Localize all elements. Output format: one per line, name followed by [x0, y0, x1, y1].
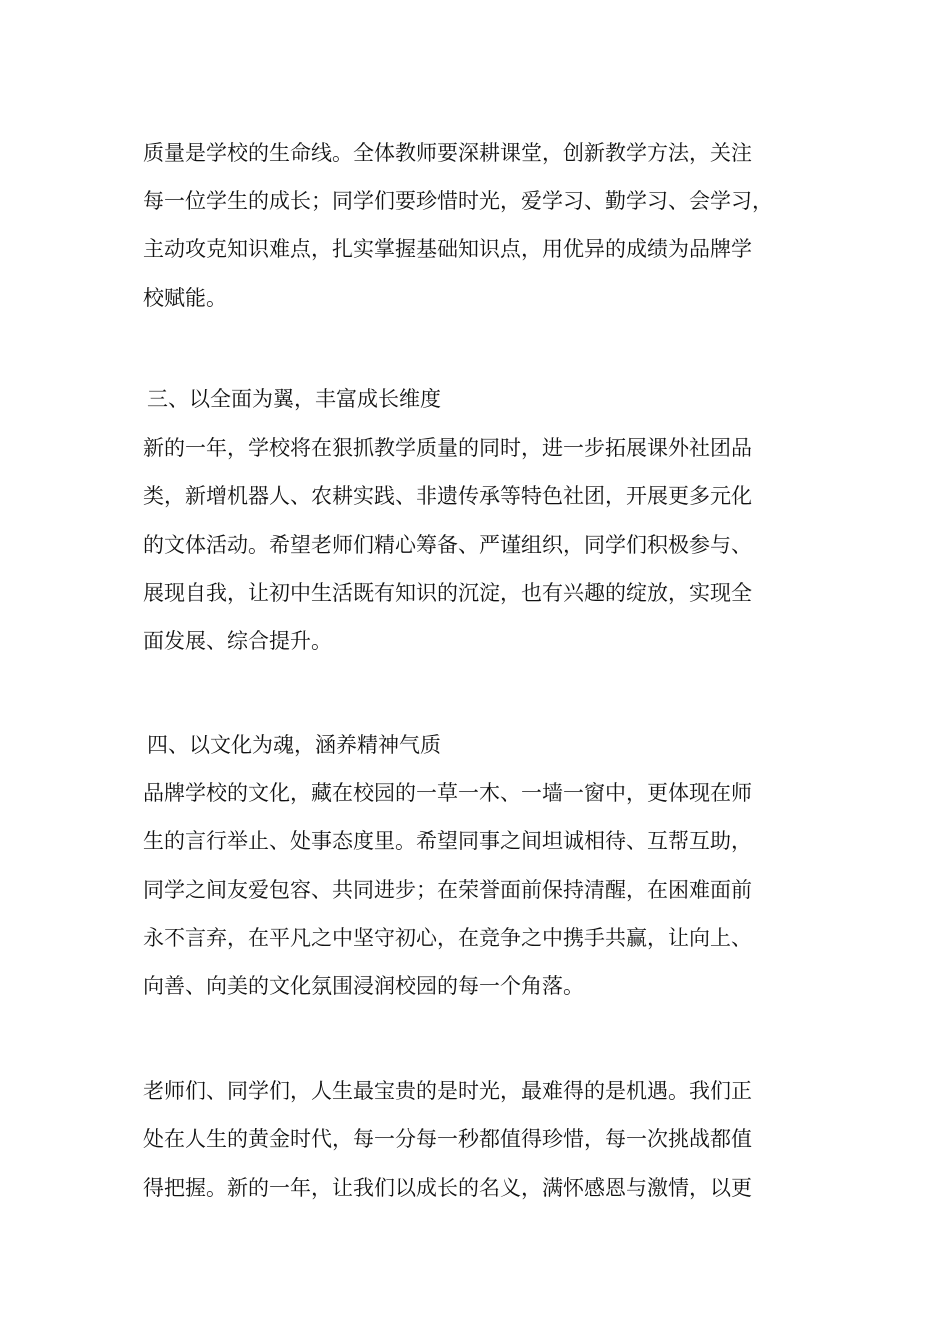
text-line: 质量是学校的生命线。全体教师要深耕课堂，创新教学方法，关注 — [143, 141, 752, 165]
text-line: 老师们、同学们，人生最宝贵的是时光，最难得的是机遇。我们正 — [143, 1079, 752, 1103]
text-line: 同学之间友爱包容、共同进步；在荣誉面前保持清醒，在困难面前 — [143, 878, 752, 902]
text-line: 处在人生的黄金时代，每一分每一秒都值得珍惜，每一次挑战都值 — [143, 1127, 752, 1151]
text-line: 的文体活动。希望老师们精心筹备、严谨组织，同学们积极参与、 — [143, 533, 752, 557]
text-line: 向善、向美的文化氛围浸润校园的每一个角落。 — [143, 974, 584, 998]
text-line: 校赋能。 — [143, 286, 227, 310]
section-heading: 三、以全面为翼，丰富成长维度 — [147, 387, 441, 411]
text-line: 新的一年，学校将在狠抓教学质量的同时，进一步拓展课外社团品 — [143, 436, 752, 460]
text-line: 类，新增机器人、农耕实践、非遗传承等特色社团，开展更多元化 — [143, 484, 752, 508]
text-line: 品牌学校的文化，藏在校园的一草一木、一墙一窗中，更体现在师 — [143, 781, 752, 805]
text-line: 面发展、综合提升。 — [143, 629, 332, 653]
text-line: 得把握。新的一年，让我们以成长的名义，满怀感恩与激情，以更 — [143, 1176, 752, 1200]
text-line: 展现自我，让初中生活既有知识的沉淀，也有兴趣的绽放，实现全 — [143, 581, 752, 605]
text-line: 永不言弃，在平凡之中坚守初心，在竞争之中携手共赢，让向上、 — [143, 926, 752, 950]
text-line: 主动攻克知识难点，扎实掌握基础知识点，用优异的成绩为品牌学 — [143, 237, 752, 261]
section-heading: 四、以文化为魂，涵养精神气质 — [147, 733, 441, 757]
text-line: 生的言行举止、处事态度里。希望同事之间坦诚相待、互帮互助， — [143, 829, 752, 853]
text-line: 每一位学生的成长；同学们要珍惜时光，爱学习、勤学习、会学习， — [143, 189, 773, 213]
